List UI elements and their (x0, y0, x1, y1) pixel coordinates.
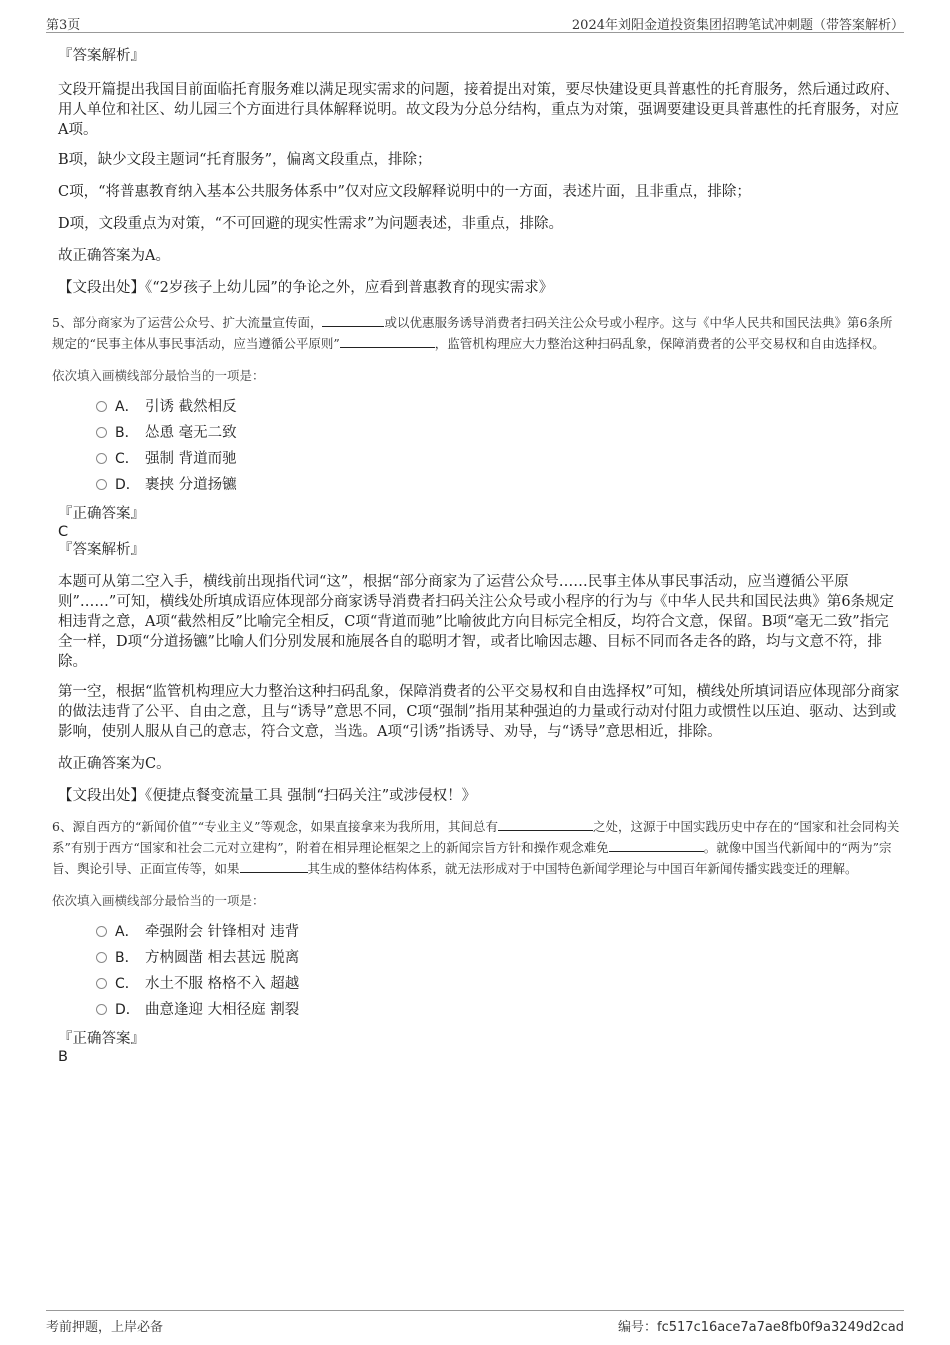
radio-icon[interactable] (96, 952, 107, 963)
radio-icon[interactable] (96, 978, 107, 989)
radio-icon[interactable] (96, 427, 107, 438)
analysis-heading: 『答案解析』 (58, 48, 145, 64)
correct-answer: C (58, 524, 69, 540)
analysis-paragraph: 第一空，根据“监管机构理应大力整治这种扫码乱象，保障消费者的公平交易权和自由选择权”可知，横线处所填词语应体现部分商家的做法违背了公平、自由之意，且与“诱导”意思不同，C项“强制”指用某种强迫的力量或行动对付阻力或惯性以压迫、驱动、达到或影响，使别人服从自己的意志，符合文意，当选。A项“引诱”指诱导、劝导，与“诱导”意思相近，排除。 (58, 684, 900, 740)
document-title: 2024年刘阳金道投资集团招聘笔试冲刺题（带答案解析） (571, 18, 904, 33)
source-citation: 【文段出处】《“2岁孩子上幼儿园”的争论之外，应看到普惠教育的现实需求》 (58, 280, 554, 296)
radio-icon[interactable] (96, 453, 107, 464)
conclusion: 故正确答案为A。 (58, 248, 170, 264)
analysis-paragraph: 文段开篇提出我国目前面临托育服务难以满足现实需求的问题，接着提出对策，要尽快建设更具普惠性的托育服务，然后通过政府、用人单位和社区、幼儿园三个方面进行具体解释说明。故文段为分总分结构，重点为对策，强调要建设更具普惠性的托育服务，对应A项。 (58, 82, 899, 138)
correct-answer-heading: 『正确答案』 (58, 1031, 145, 1047)
option-a[interactable]: A． 引诱 截然相反 (96, 394, 900, 420)
correct-answer: B (58, 1049, 68, 1065)
analysis-paragraph: 本题可从第二空入手，横线前出现指代词“这”，根据“部分商家为了运营公众号……民事主体从事民事活动，应当遵循公平原则”……”可知，横线处所填成语应体现部分商家诱导消费者扫码关注公众号或小程序的行为与《中华人民共和国民法典》第6条规定相违背之意，A项“截然相反”比喻完全相反，C项“背道而驰”比喻彼此方向目标完全相反，均符合文意，保留。B项“毫无二致”指完全一样，D项“分道扬镳”比喻人们分别发展和施展各自的聪明才智，或者比喻因志趣、目标不同而各走各的路，均与文意不符，排除。 (58, 574, 895, 670)
option-a[interactable]: A． 牵强附会 针锋相对 违背 (96, 919, 900, 945)
fill-blank (240, 859, 308, 873)
page-footer (46, 1310, 904, 1335)
page-content (52, 46, 900, 1065)
source-citation: 【文段出处】《便捷点餐变流量工具 强制“扫码关注”或涉侵权！》 (58, 788, 477, 804)
analysis-paragraph: D项，文段重点为对策，“不可回避的现实性需求”为问题表述，非重点，排除。 (58, 216, 563, 232)
option-b[interactable]: B． 方枘圆凿 相去甚远 脱离 (96, 945, 900, 971)
question-5-stem: 5、部分商家为了运营公众号、扩大流量宣传面， 或以优惠服务诱导消费者扫码关注公众号或小程序。这与《中华人民共和国民法典》第6条所规定的“民事主体从事民事活动，应当遵循公平原则” ，监管机构理应大力整治这种扫码乱象，保障消费者的公平交易权和自由选择权。 (52, 315, 893, 351)
option-b[interactable]: B． 怂恿 毫无二致 (96, 420, 900, 446)
question-instruction: 依次填入画横线部分最恰当的一项是： (52, 893, 265, 908)
conclusion: 故正确答案为C。 (58, 756, 171, 772)
radio-icon[interactable] (96, 479, 107, 490)
analysis-paragraph: B项，缺少文段主题词“托育服务”，偏离文段重点，排除； (58, 152, 432, 168)
radio-icon[interactable] (96, 1004, 107, 1015)
option-c[interactable]: C． 水土不服 格格不入 超越 (96, 971, 900, 997)
page-number: 第3页 (46, 18, 81, 33)
fill-blank (498, 817, 593, 831)
options-list (96, 919, 900, 1023)
fill-blank (609, 838, 704, 852)
page-header (46, 12, 904, 33)
options-list (96, 394, 900, 498)
option-c[interactable]: C． 强制 背道而驰 (96, 446, 900, 472)
option-d[interactable]: D． 曲意逢迎 大相径庭 割裂 (96, 997, 900, 1023)
option-d[interactable]: D． 裹挟 分道扬镳 (96, 472, 900, 498)
radio-icon[interactable] (96, 926, 107, 937)
footer-slogan: 考前押题，上岸必备 (46, 1320, 164, 1335)
fill-blank (322, 313, 384, 327)
fill-blank (340, 334, 435, 348)
question-6-stem: 6、源自西方的“新闻价值”“专业主义”等观念，如果直接拿来为我所用，其间总有 之处，这源于中国实践历史中存在的“国家和社会同构关系”有别于西方“国家和社会二元对立建构”，附着在相异理论框架之上的新闻宗旨方针和操作观念难免 。就像中国当代新闻中的“两为”宗旨、舆论引导、正面宣传等，如果 其生成的整体结构体系，就无法形成对于中国特色新闻学理论与中国百年新闻传播实践变迁的理解。 (52, 819, 900, 876)
question-instruction: 依次填入画横线部分最恰当的一项是： (52, 368, 265, 383)
document-code: 编号：fc517c16ace7a7ae8fb0f9a3249d2cad (618, 1320, 904, 1335)
analysis-paragraph: C项，“将普惠教育纳入基本公共服务体系中”仅对应文段解释说明中的一方面，表述片面，且非重点，排除； (58, 184, 751, 200)
analysis-heading: 『答案解析』 (58, 542, 145, 558)
radio-icon[interactable] (96, 401, 107, 412)
correct-answer-heading: 『正确答案』 (58, 506, 145, 522)
